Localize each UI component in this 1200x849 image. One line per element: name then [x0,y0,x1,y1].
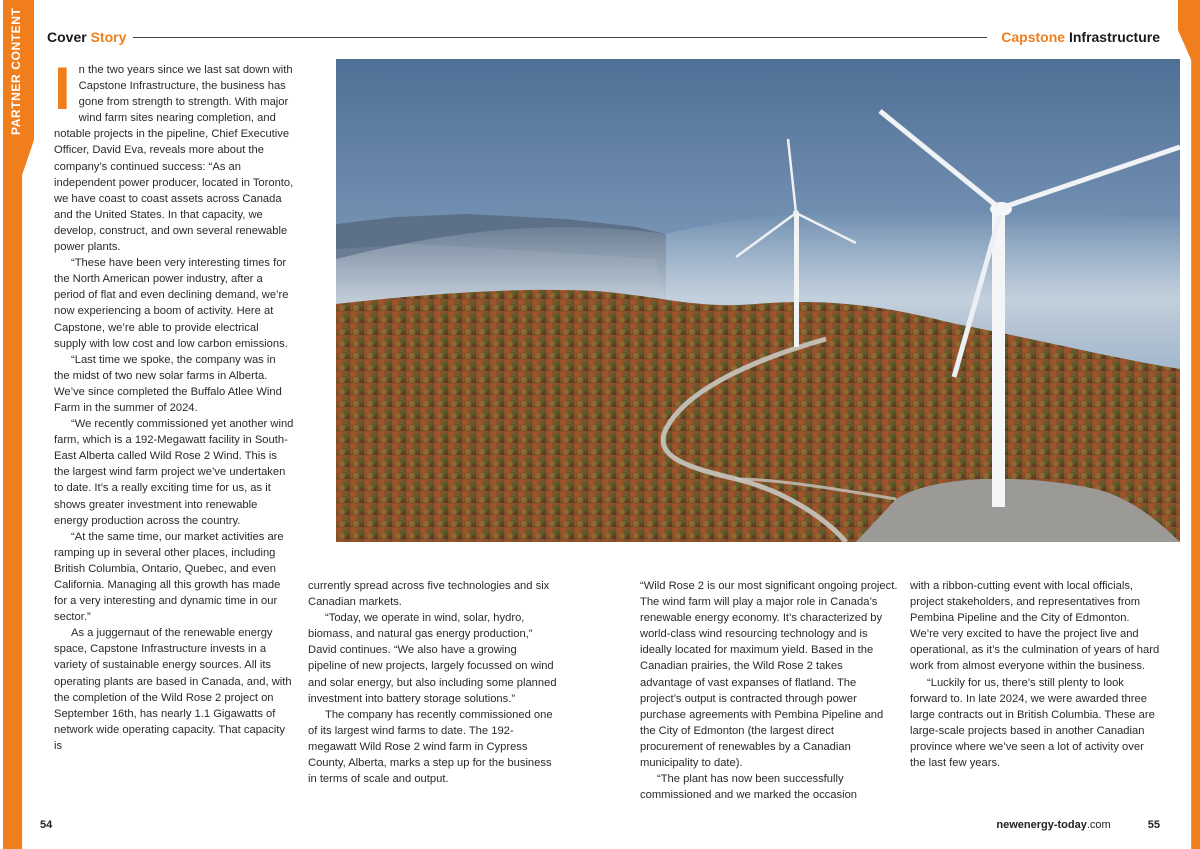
article-paragraph: “Last time we spoke, the company was in the midst of two new solar farms in Alberta. We’ve since completed the Buffalo Atlee Wind Farm in the summer of 2024. [54,353,282,414]
article-paragraph: “Luckily for us, there’s still plenty to look forward to. In late 2024, we were awarded three large contracts out in British Columbia. These are large-scale projects based in another Canadian province where we’ve seen a lot of activity over the last few years. [910,676,1155,770]
section-title-story: Story [90,29,127,45]
brand-title-capstone: Capstone [1001,29,1066,45]
article-paragraph: with a ribbon-cutting event with local officials, project stakeholders, and representatives from Pembina Pipeline and the City of Edmonton. We’re very excited to have the project live and operational, as it’s the culmination of years of hard work from almost everyone within the business. [910,580,1160,673]
brand-title [1001,29,1160,45]
site-name: newenergy-today [996,819,1087,831]
article-paragraph: The company has recently commissioned one of its largest wind farms to date. The 192-megawatt Wild Rose 2 wind farm in Cypress County, Alberta, marks a step up for the business in terms of scale and output. [308,708,553,786]
page-number-right: 55 [1147,819,1160,831]
wind-turbine-photo [336,59,1180,542]
partner-content-label: PARTNER CONTENT [9,7,23,135]
article-paragraph: “These have been very interesting times for the North American power industry, after a period of flat and even declining demand, we’re now experiencing a boom of activity. Here at Capstone, we’re able to provide electrical supply with low cost and low carbon emissions. [54,257,289,350]
page-number-left: 54 [40,819,53,831]
article-column-4 [910,578,1160,771]
article-paragraph: “At the same time, our market activities are ramping up in several other places, including British Columbia, Ontario, Quebec, and even California. Managing all this growth has made for a very interesting and dynamic time in our sector.” [54,530,284,624]
section-title-cover: Cover [47,29,87,45]
article-column-1 [54,55,294,754]
site-domain: .com [1086,819,1111,831]
footer-right [996,819,1160,831]
page-header [47,29,1160,47]
header-rule [133,37,987,38]
side-tab-right [1178,0,1200,849]
side-tab [0,0,34,849]
article-paragraph: “Wild Rose 2 is our most significant ongoing project. The wind farm will play a major role in Canada’s renewable energy economy. It’s characterized by world-class wind resourcing technology and is ideally located for maximum yield. Based in the Canadian prairies, the Wild Rose 2 takes advantage of vast expanses of flatland. The project’s output is contracted through power purchase agreements with Pembina Pipeline and the City of Edmonton (the largest direct procurement of renewables by a Canadian municipality to date). [640,580,898,770]
site-link[interactable] [996,819,1110,831]
wind-turbine-illustration [336,59,1180,542]
dropcap: I [54,55,71,122]
section-title [47,29,126,45]
article-paragraph: “The plant has now been successfully commissioned and we marked the occasion [640,773,858,802]
article-paragraph: “Today, we operate in wind, solar, hydro, biomass, and natural gas energy production,” David continues. “We also have a growing pipeline of new projects, largely focussed on wind and solar energy, but also including some planned investment into battery storage solutions.” [308,612,557,705]
article-paragraph: currently spread across five technologies and six Canadian markets. [308,580,550,609]
article-paragraph: “We recently commissioned yet another wind farm, which is a 192-Megawatt facility in South-East Alberta called Wild Rose 2 Wind. This is the largest wind farm project we’ve undertaken to date. It’s a really exciting time for us, as it shows greater investment into renewable energy production across the country. [54,418,294,527]
article-column-2 [308,578,558,787]
article-paragraph: n the two years since we last sat down with Capstone Infrastructure, the business has gone from strength to strength. With major wind farm sites nearing completion, and notable projects in the pipeline, Chief Executive Officer, David Eva, reveals more about the company’s continued success: “As an independent power producer, located in Toronto, we have coast to coast assets across Canada and the United States. In that capacity, we develop, construct, and own several renewable power plants. [54,64,294,254]
article-column-3 [640,578,898,803]
article-paragraph: As a juggernaut of the renewable energy space, Capstone Infrastructure invests in a variety of sustainable energy sources. All its operating plants are based in Canada, and, with the completion of the Wild Rose 2 project on September 16th, has nearly 1.1 Gigawatts of network wide operating capacity. That capacity is [54,627,292,752]
brand-title-infrastructure: Infrastructure [1068,29,1160,45]
